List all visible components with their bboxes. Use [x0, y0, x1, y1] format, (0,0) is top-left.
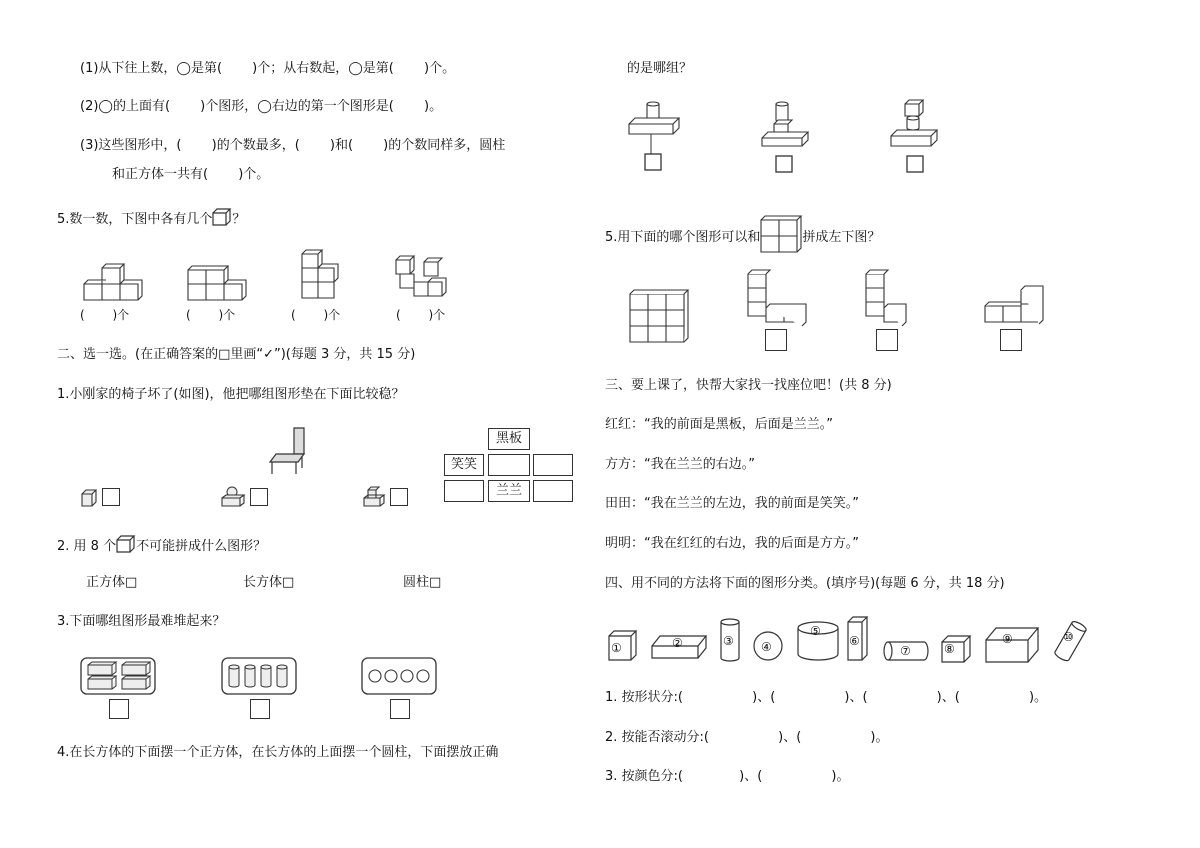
stack-option-3 [889, 98, 945, 176]
group-cuboids-figure [80, 657, 156, 695]
shape-3-label: ③ [723, 634, 734, 648]
small-cube-icon [212, 208, 232, 226]
section3-line-2: 方方：“我在兰兰的右边。” [605, 457, 755, 472]
q3-checkbox-2[interactable] [250, 699, 270, 719]
q5-checkbox-2[interactable] [876, 329, 898, 351]
shape-2-label: ② [672, 636, 683, 650]
shape-7-label: ⑦ [900, 644, 911, 658]
q5-checkbox-1[interactable] [765, 329, 787, 351]
option-shape-1-icon [80, 488, 100, 508]
stack-option-2 [760, 98, 816, 176]
seat-empty-3[interactable] [444, 480, 484, 502]
seat-blackboard: 黑板 [488, 428, 530, 450]
s2-q4-cont: 的是哪组？ [627, 61, 693, 76]
q4-sub2: (2)◯的上面有( )个图形，◯右边的第一个图形是( )。 [80, 99, 443, 114]
s4-q3: 3. 按颜色分:( )、( )。 [605, 769, 850, 784]
seat-lanlan: 兰兰 [488, 480, 530, 502]
shape-4-label: ④ [761, 640, 772, 654]
stack-option-1 [627, 98, 683, 176]
count-blank-1: ( )个 [80, 308, 130, 322]
count-blank-4: ( )个 [396, 308, 446, 322]
seat-empty-4[interactable] [533, 480, 573, 502]
q4-sub1: (1)从下往上数，◯是第( )个；从右数起，◯是第( )个。 [80, 61, 456, 76]
shape-9-cuboid [984, 626, 1042, 664]
s4-q1: 1. 按形状分:( )、( )、( )、( )。 [605, 690, 1048, 705]
section3-line-3: 田田：“我在兰兰的左边，我的前面是笑笑。” [605, 496, 859, 511]
l-shape-option-1 [746, 268, 806, 328]
section4-title: 四、用不同的方法将下面的图形分类。(填序号)(每题 6 分，共 18 分) [605, 576, 1005, 591]
shape-5-label: ⑤ [810, 624, 821, 638]
shape-1-label: ① [611, 641, 622, 655]
section3-title: 三、要上课了，快帮大家找一找座位吧！(共 8 分) [605, 378, 892, 393]
option-shape-2-icon [220, 484, 250, 508]
s2-q1: 1.小刚家的椅子坏了(如图)，他把哪组图形垫在下面比较稳？ [57, 387, 405, 402]
shape-6-label: ⑥ [849, 634, 860, 648]
seat-xiaoxiao: 笑笑 [444, 454, 484, 476]
l-shape-option-2 [864, 268, 914, 328]
q3-checkbox-3[interactable] [390, 699, 410, 719]
s2-q3: 3.下面哪组图形最难堆起来？ [57, 614, 226, 629]
q5-title: 5.数一数，下图中各有几个 ？ [57, 208, 245, 229]
s2-q2-option-cube[interactable]: 正方体□ [86, 575, 138, 590]
section3-line-1: 红红：“我的前面是黑板，后面是兰兰。” [605, 417, 833, 432]
group-spheres-figure [361, 657, 437, 695]
cube-stack-4 [394, 256, 454, 306]
s2-q2: 2. 用 8 个 不可能拼成什么图形？ [57, 535, 266, 556]
small-cube-icon [116, 535, 136, 553]
chair-figure [268, 426, 314, 476]
cube-stack-2 [186, 262, 246, 306]
seat-empty-2[interactable] [533, 454, 573, 476]
s2-q2-option-cylinder[interactable]: 圆柱□ [403, 575, 442, 590]
shape-9-label: ⑨ [1002, 632, 1013, 646]
option-checkbox-2[interactable] [250, 488, 268, 506]
count-blank-2: ( )个 [186, 308, 236, 322]
cube-stack-1 [80, 262, 140, 306]
option-checkbox-3[interactable] [390, 488, 408, 506]
shape-8-label: ⑧ [944, 642, 955, 656]
option-checkbox-1[interactable] [102, 488, 120, 506]
s4-q2: 2. 按能否滚动分:( )、( )。 [605, 730, 889, 745]
cube-stack-3 [296, 250, 346, 306]
group-cylinders-figure [221, 657, 297, 695]
target-block-figure [628, 288, 688, 344]
s2-q5: 5.用下面的哪个图形可以和 拼成左下图？ [605, 215, 880, 253]
q5-checkbox-3[interactable] [1000, 329, 1022, 351]
section3-line-4: 明明：“我在红红的右边，我的后面是方方。” [605, 536, 859, 551]
option-shape-3-icon [362, 486, 390, 508]
count-blank-3: ( )个 [291, 308, 341, 322]
seat-empty-1[interactable] [488, 454, 530, 476]
section2-title: 二、选一选。(在正确答案的□里画“✓”)(每题 3 分，共 15 分) [57, 347, 416, 362]
q4-sub3-line1: (3)这些图形中，( )的个数最多，( )和( )的个数同样多，圆柱 [80, 138, 506, 153]
q3-checkbox-1[interactable] [109, 699, 129, 719]
square-block-icon [760, 215, 802, 253]
step-shape-option-3 [983, 284, 1043, 328]
shape-10-label: ⑩ [1063, 630, 1074, 644]
s2-q4: 4.在长方体的下面摆一个正方体，在长方体的上面摆一个圆柱，下面摆放正确 [57, 745, 499, 760]
q4-sub3-line2: 和正方体一共有( )个。 [112, 167, 270, 182]
s2-q2-option-cuboid[interactable]: 长方体□ [243, 575, 295, 590]
